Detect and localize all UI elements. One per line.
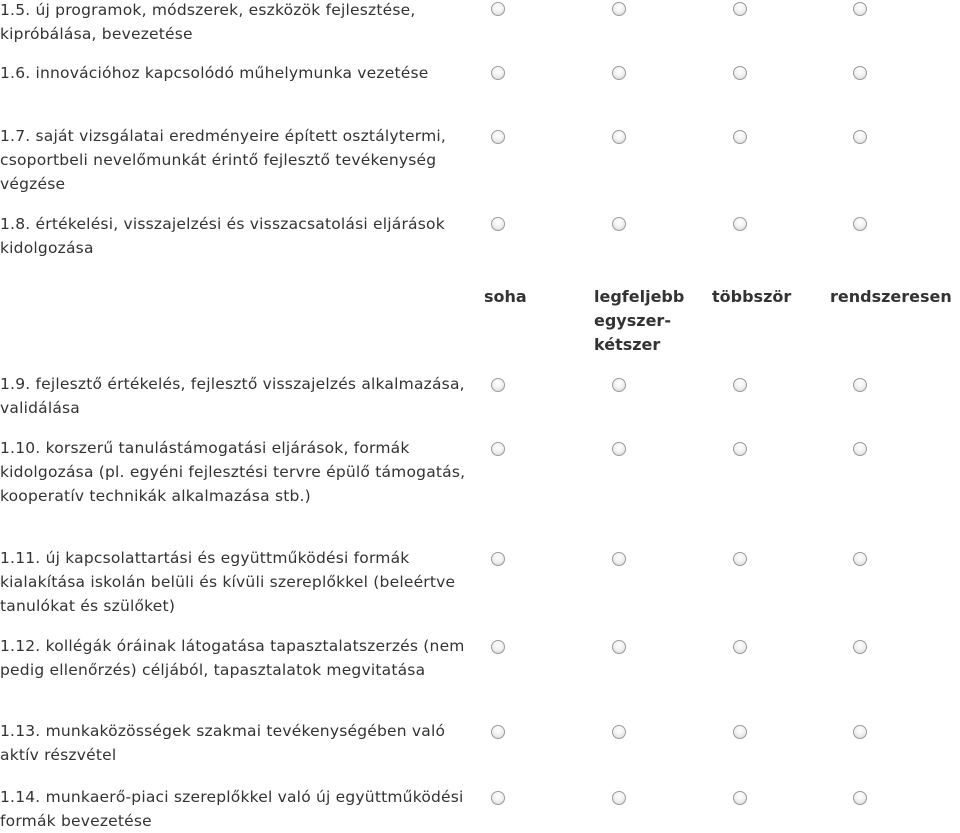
radio-1-12-legfeljebb[interactable] (612, 640, 626, 654)
radio-1-13-legfeljebb[interactable] (612, 725, 626, 739)
radio-1-14-legfeljebb[interactable] (612, 791, 626, 805)
radio-1-13-rendszeresen[interactable] (853, 725, 867, 739)
radio-1-14-soha[interactable] (491, 791, 505, 805)
item-1-9: 1.9. fejlesztő értékelés, fejlesztő visszajelzés alkalmazása, validálása (0, 375, 465, 417)
radio-1-10-legfeljebb[interactable] (612, 442, 626, 456)
radio-1-11-rendszeresen[interactable] (853, 552, 867, 566)
radio-1-12-tobbszor[interactable] (733, 640, 747, 654)
radio-1-11-soha[interactable] (491, 552, 505, 566)
radio-1-6-rendszeresen[interactable] (853, 66, 867, 80)
radio-1-9-soha[interactable] (491, 378, 505, 392)
radio-1-5-tobbszor[interactable] (733, 2, 747, 16)
item-1-12: 1.12. kollégák óráinak látogatása tapasztalatszerzés (nem pedig ellenőrzés) céljából, tapasztalatok megvitatása (0, 637, 465, 679)
radio-1-14-rendszeresen[interactable] (853, 791, 867, 805)
scale-header-soha: soha (484, 287, 527, 306)
radio-1-8-rendszeresen[interactable] (853, 217, 867, 231)
radio-1-9-legfeljebb[interactable] (612, 378, 626, 392)
scale-header-tobbszor: többször (712, 287, 792, 306)
item-1-7: 1.7. saját vizsgálatai eredményeire épített osztálytermi, csoportbeli nevelőmunkát érintő fejlesztő tevékenység végzése (0, 127, 447, 193)
radio-1-7-tobbszor[interactable] (733, 130, 747, 144)
radio-1-11-tobbszor[interactable] (733, 552, 747, 566)
radio-1-7-legfeljebb[interactable] (612, 130, 626, 144)
radio-1-6-tobbszor[interactable] (733, 66, 747, 80)
item-1-13: 1.13. munkaközösségek szakmai tevékenységében való aktív részvétel (0, 722, 446, 764)
radio-1-8-tobbszor[interactable] (733, 217, 747, 231)
item-1-8: 1.8. értékelési, visszajelzési és visszacsatolási eljárások kidolgozása (0, 215, 445, 257)
radio-1-9-rendszeresen[interactable] (853, 378, 867, 392)
item-1-11: 1.11. új kapcsolattartási és együttműködési formák kialakítása iskolán belüli és kívüli szereplőkkel (beleértve tanulókat és szülőket) (0, 549, 456, 615)
radio-1-13-soha[interactable] (491, 725, 505, 739)
radio-1-5-rendszeresen[interactable] (853, 2, 867, 16)
item-1-6: 1.6. innovációhoz kapcsolódó műhelymunka vezetése (0, 64, 429, 82)
radio-1-7-soha[interactable] (491, 130, 505, 144)
radio-1-13-tobbszor[interactable] (733, 725, 747, 739)
radio-1-11-legfeljebb[interactable] (612, 552, 626, 566)
radio-1-12-soha[interactable] (491, 640, 505, 654)
radio-1-8-soha[interactable] (491, 217, 505, 231)
radio-1-10-tobbszor[interactable] (733, 442, 747, 456)
radio-1-14-tobbszor[interactable] (733, 791, 747, 805)
radio-1-12-rendszeresen[interactable] (853, 640, 867, 654)
scale-header-legfeljebb: legfeljebb egyszer-kétszer (594, 287, 685, 354)
radio-1-6-legfeljebb[interactable] (612, 66, 626, 80)
item-1-5: 1.5. új programok, módszerek, eszközök fejlesztése, kipróbálása, bevezetése (0, 1, 416, 43)
radio-1-10-soha[interactable] (491, 442, 505, 456)
item-1-10: 1.10. korszerű tanulástámogatási eljárások, formák kidolgozása (pl. egyéni fejlesztési tervre épülő támogatás, kooperatív technikák alkalmazása stb.) (0, 439, 466, 505)
radio-1-10-rendszeresen[interactable] (853, 442, 867, 456)
radio-1-6-soha[interactable] (491, 66, 505, 80)
radio-1-5-soha[interactable] (491, 2, 505, 16)
radio-1-8-legfeljebb[interactable] (612, 217, 626, 231)
scale-header-rendszeresen: rendszeresen (830, 287, 952, 306)
radio-1-7-rendszeresen[interactable] (853, 130, 867, 144)
radio-1-5-legfeljebb[interactable] (612, 2, 626, 16)
radio-1-9-tobbszor[interactable] (733, 378, 747, 392)
item-1-14: 1.14. munkaerő-piaci szereplőkkel való új együttműködési formák bevezetése (0, 788, 464, 830)
